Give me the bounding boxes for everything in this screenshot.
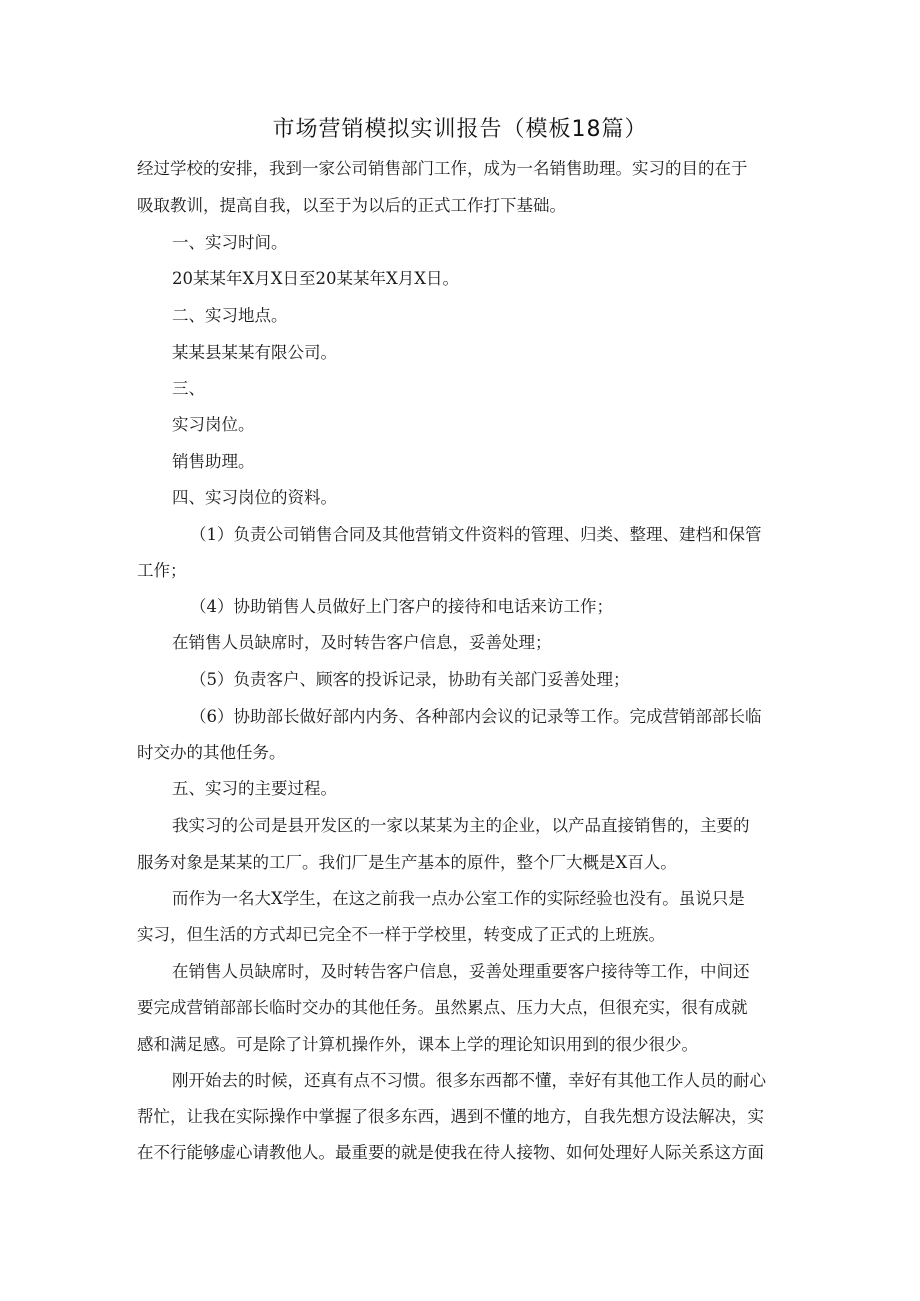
paragraph-line: 某某县某某有限公司。	[172, 343, 337, 362]
paragraph-line: 我实习的公司是县开发区的一家以某某为主的企业，以产品直接销售的，主要的	[172, 816, 750, 835]
document-title: 市场营销模拟实训报告（模板18篇）	[272, 117, 648, 142]
section-heading: 二、实习地点。	[172, 306, 288, 325]
paragraph-line: 在销售人员缺席时，及时转告客户信息，妥善处理；	[172, 633, 552, 652]
paragraph-line: 在不行能够虚心请教他人。最重要的就是使我在待人接物、如何处理好人际关系这方面	[137, 1143, 764, 1162]
paragraph-line: 实习岗位。	[172, 415, 255, 434]
section-heading: 一、实习时间。	[172, 233, 288, 252]
list-item: （1）负责公司销售合同及其他营销文件资料的管理、归类、整理、建档和保管	[190, 525, 762, 544]
paragraph-line: 感和满足感。可是除了计算机操作外，课本上学的理论知识用到的很少很少。	[137, 1035, 698, 1054]
paragraph-line: 要完成营销部部长临时交办的其他任务。虽然累点、压力大点，但很充实，很有成就	[137, 998, 748, 1017]
paragraph-line: 经过学校的安排，我到一家公司销售部门工作，成为一名销售助理。实习的目的在于	[137, 159, 748, 178]
section-heading: 四、实习岗位的资料。	[172, 488, 337, 507]
paragraph-line: 吸取教训，提高自我，以至于为以后的正式工作打下基础。	[137, 196, 566, 215]
list-item: （6）协助部长做好部内内务、各种部内会议的记录等工作。完成营销部部长临	[190, 707, 762, 726]
paragraph-line: 帮忙，让我在实际操作中掌握了很多东西，遇到不懂的地方，自我先想方设法解决，实	[137, 1107, 764, 1126]
paragraph-line: 实习，但生活的方式却已完全不一样于学校里，转变成了正式的上班族。	[137, 925, 665, 944]
paragraph-line: 工作；	[137, 561, 187, 580]
list-item: （4）协助销售人员做好上门客户的接待和电话来访工作；	[190, 597, 613, 616]
section-heading: 三、	[172, 379, 205, 398]
section-heading: 五、实习的主要过程。	[172, 779, 337, 798]
paragraph-line: 而作为一名大X学生，在这之前我一点办公室工作的实际经验也没有。虽说只是	[172, 889, 745, 908]
paragraph-line: 销售助理。	[172, 452, 255, 471]
paragraph-line: 刚开始去的时候，还真有点不习惯。很多东西都不懂，幸好有其他工作人员的耐心	[172, 1071, 766, 1090]
paragraph-line: 服务对象是某某的工厂。我们厂是生产基本的原件，整个厂大概是X百人。	[137, 853, 677, 872]
paragraph-line: 时交办的其他任务。	[137, 743, 286, 762]
paragraph-line: 在销售人员缺席时，及时转告客户信息，妥善处理重要客户接待等工作，中间还	[172, 962, 750, 981]
list-item: （5）负责客户、顾客的投诉记录，协助有关部门妥善处理；	[190, 670, 630, 689]
paragraph-line: 20某某年X月X日至20某某年X月X日。	[172, 269, 459, 288]
